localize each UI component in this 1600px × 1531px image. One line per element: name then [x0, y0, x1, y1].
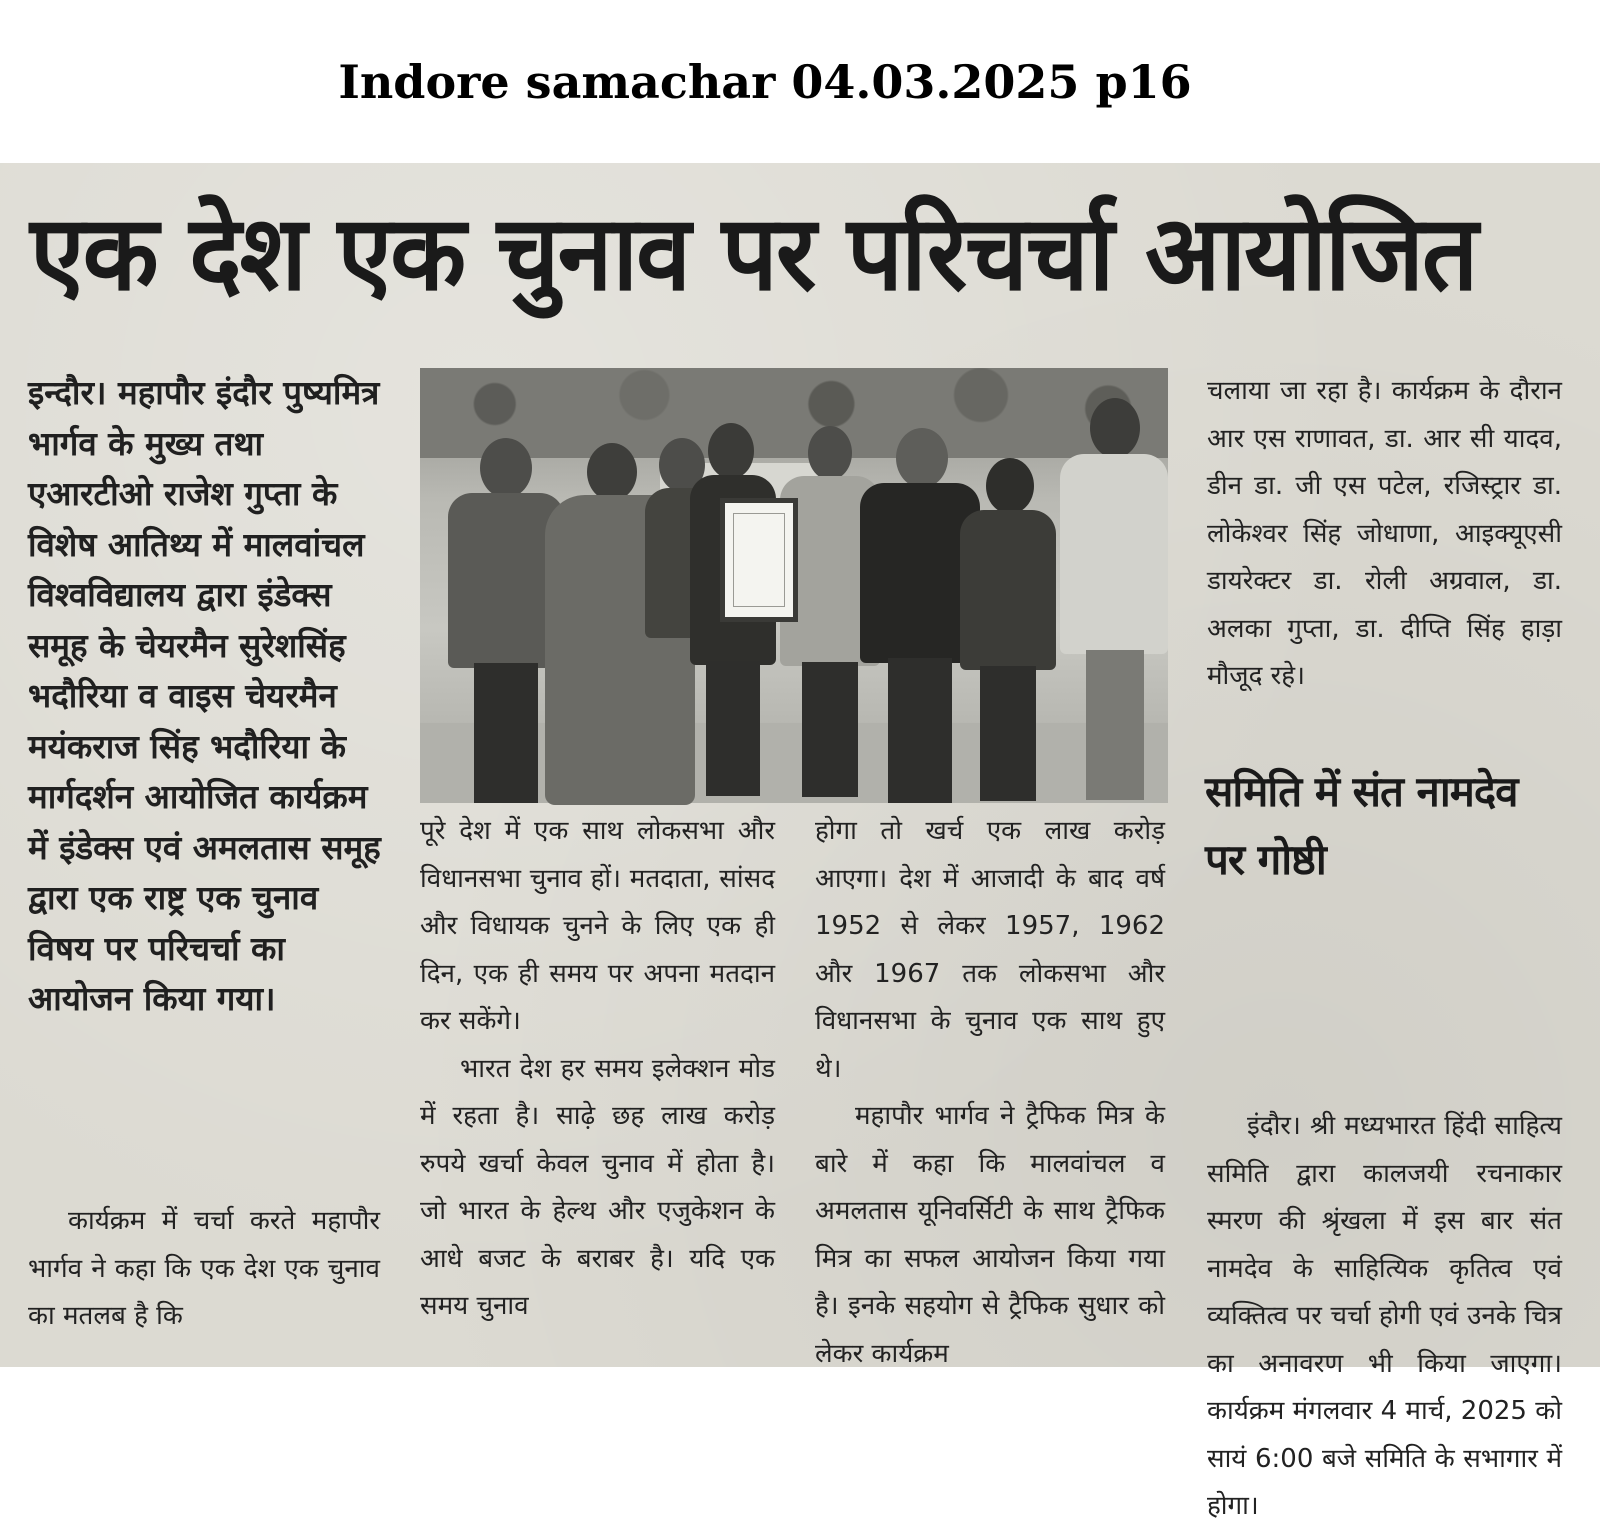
clipping-caption: Indore samachar 04.03.2025 p16: [338, 55, 1192, 109]
column-4-paragraph-1: चलाया जा रहा है। कार्यक्रम के दौरान आर एस राणावत, डा. आर सी यादव, डीन डा. जी एस पटेल, रजिस्ट्रार डा. लोकेश्वर सिंह जोधाणा, आइक्यूएसी डायरेक्टर डा. रोली अग्रवाल, डा. अलका गुप्ता, डा. दीप्ति सिंह हाड़ा मौजूद रहे।: [1207, 376, 1562, 691]
column-1-paragraph: कार्यक्रम में चर्चा करते महापौर भार्गव ने कहा कि एक देश एक चुनाव का मतलब है कि: [28, 1206, 380, 1331]
column-1-body: [28, 1198, 380, 1341]
column-3-body: [815, 808, 1165, 1378]
lead-paragraph: इन्दौर। महापौर इंदौर पुष्यमित्र भार्गव के मुख्य तथा एआरटीओ राजेश गुप्ता के विशेष आतिथ्य में मालवांचल विश्वविद्यालय द्वारा इंडेक्स समूह के चेयरमैन सुरेशसिंह भदौरिया व वाइस चेयरमैन मयंकराज सिंह भदौरिया के मार्गदर्शन आयोजित कार्यक्रम में इंडेक्स एवं अमलतास समूह द्वारा एक राष्ट्र एक चुनाव विषय पर परिचर्चा का आयोजन किया गया।: [28, 373, 381, 1018]
column-2-body: [420, 808, 775, 1331]
event-photo: [420, 368, 1168, 803]
column-4-paragraph-2: इंदौर। श्री मध्यभारत हिंदी साहित्य समिति द्वारा कालजयी रचनाकार स्मरण की श्रृंखला में इस बार संत नामदेव के साहित्यिक कृतित्व एवं व्यक्तित्व पर चर्चा होगी एवं उनके चित्र का अनावरण भी किया जाएगा। कार्यक्रम मंगलवार 4 मार्च, 2025 को सायं 6:00 बजे समिति के सभागार में होगा।: [1207, 1111, 1562, 1521]
column-3-paragraph-2: महापौर भार्गव ने ट्रैफिक मित्र के बारे में कहा कि मालवांचल व अमलतास यूनिवर्सिटी के साथ ट्रैफिक मित्र का सफल आयोजन किया गया है। इनके सहयोग से ट्रैफिक सुधार को लेकर कार्यक्रम: [815, 1101, 1165, 1369]
headline: एक देश एक चुनाव पर परिचर्चा आयोजित: [30, 192, 1477, 314]
column-2-paragraph-2: भारत देश हर समय इलेक्शन मोड में रहता है। साढ़े छह लाख करोड़ रुपये खर्चा केवल चुनाव में होता है। जो भारत के हेल्थ और एजुकेशन के आधे बजट के बराबर है। यदि एक समय चुनाव: [420, 1053, 775, 1321]
certificate-frame: [720, 498, 798, 622]
column-3-paragraph-1: होगा तो खर्च एक लाख करोड़ आएगा। देश में आजादी के बाद वर्ष 1952 से लेकर 1957, 1962 और 1967 तक लोकसभा और विधानसभा के चुनाव एक साथ हुए थे।: [815, 816, 1165, 1084]
sub-headline: समिति में संत नामदेव पर गोष्ठी: [1205, 767, 1518, 884]
column-4-body: [1207, 368, 1562, 701]
photo-foliage: [420, 368, 1168, 458]
column-2-paragraph-1: पूरे देश में एक साथ लोकसभा और विधानसभा चुनाव हों। मतदाता, सांसद और विधायक चुनने के लिए एक ही दिन, एक ही समय पर अपना मतदान कर सकेंगे।: [420, 816, 775, 1036]
newspaper-clipping: [0, 163, 1600, 1521]
column-4-second-story: [1207, 1103, 1562, 1531]
